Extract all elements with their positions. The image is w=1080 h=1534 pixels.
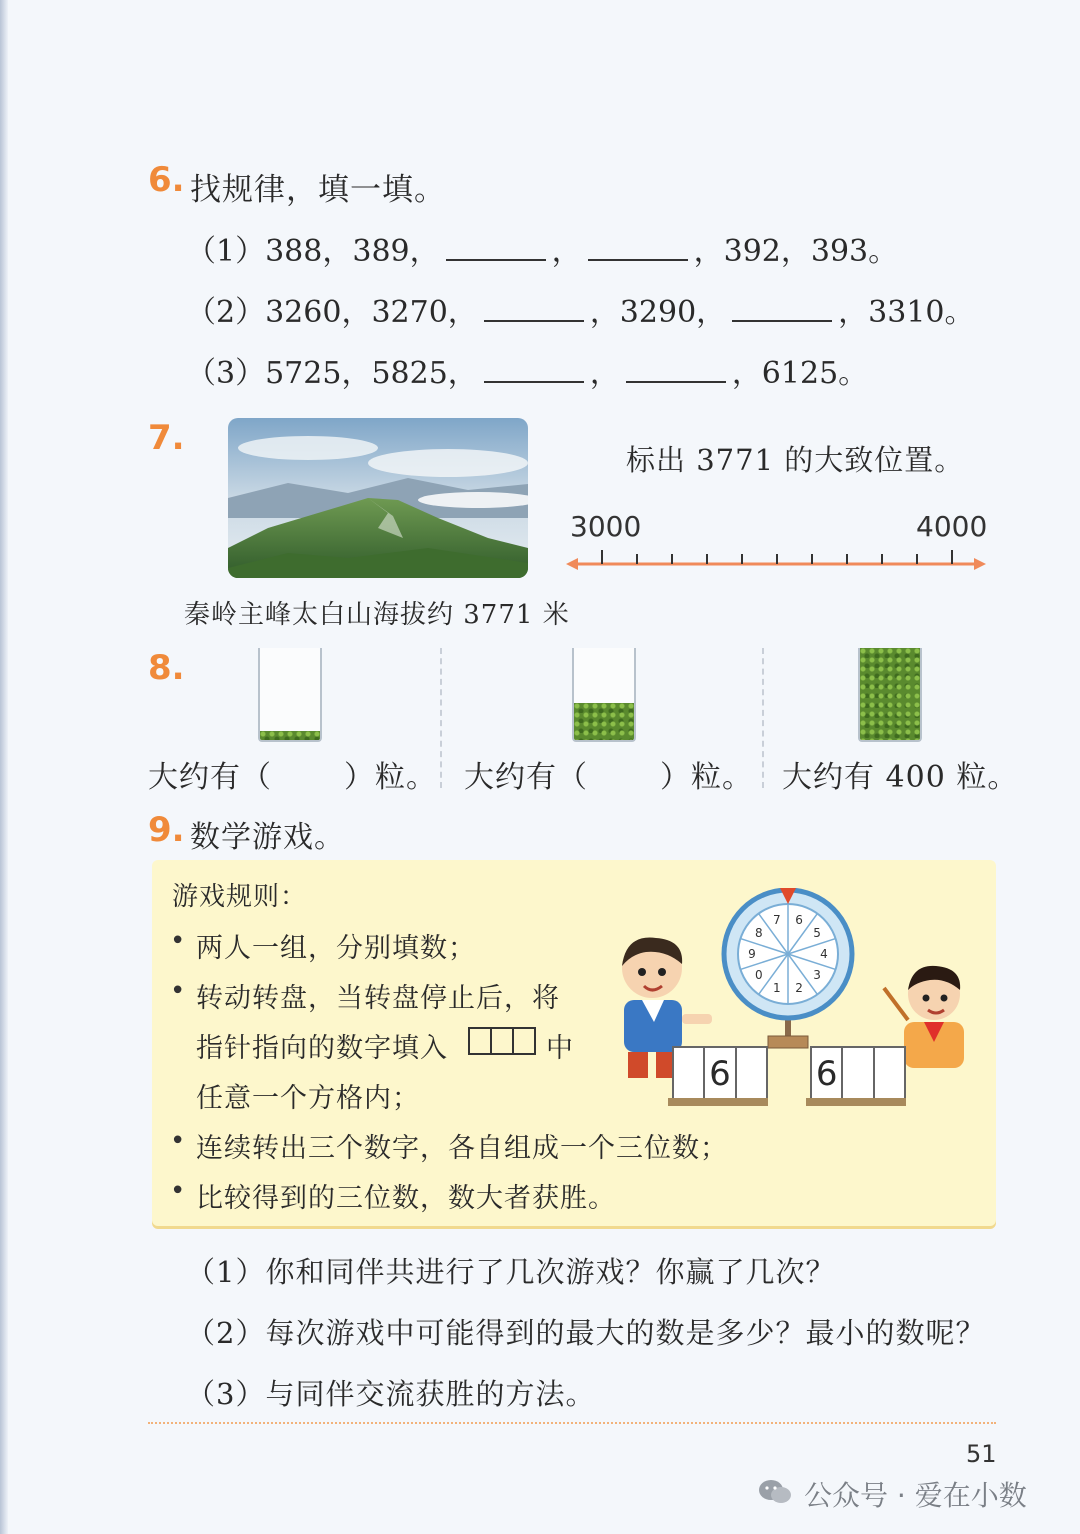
item-tail: ，3310。	[838, 295, 975, 330]
rule-4: 比较得到的三位数，数大者获胜。	[196, 1183, 616, 1214]
page-number: 51	[966, 1440, 997, 1468]
beans	[574, 703, 634, 740]
divider	[762, 648, 764, 788]
divider	[440, 648, 442, 788]
spinner-wheel[interactable]	[718, 888, 858, 1050]
bullet-icon: •	[170, 976, 186, 1006]
rules-title: 游戏规则：	[172, 882, 308, 912]
answer-blank[interactable]	[484, 294, 584, 322]
jar-2-answer	[464, 752, 753, 796]
item-value: 389，	[352, 234, 440, 269]
q6-title: 找规律，填一填。	[190, 172, 446, 208]
bean-jar-2	[572, 648, 636, 742]
q9-title: 数学游戏。	[190, 820, 345, 855]
wheel-number: 9	[748, 947, 756, 961]
bullet-icon: •	[170, 1126, 186, 1156]
wheel-number: 3	[813, 968, 821, 983]
item-label: （1）	[186, 234, 266, 269]
bean-jar-3	[858, 648, 922, 742]
item-value: 388，	[265, 234, 353, 269]
answer-blank[interactable]	[732, 294, 832, 322]
beans	[260, 731, 320, 740]
wechat-icon	[758, 1478, 792, 1506]
item-tail: ，392，393。	[693, 234, 899, 269]
item-sep: ，3290，	[589, 295, 727, 330]
number-line-start-label: 3000	[570, 510, 642, 543]
answer-blank[interactable]	[446, 233, 546, 261]
rule-2-end: 任意一个方格内；	[196, 1083, 420, 1114]
card-right	[810, 1046, 906, 1102]
item-value: 3260，	[265, 295, 372, 330]
page-edge	[0, 0, 8, 1534]
mountain-photo	[228, 418, 528, 578]
q8-number: 8.	[148, 648, 185, 688]
answer-prefix: 大约有（	[148, 760, 272, 795]
q9-question-1: （1）你和同伴共进行了几次游戏？你赢了几次？	[186, 1255, 836, 1289]
wheel-number: 7	[773, 912, 781, 927]
three-box-icon	[468, 1027, 536, 1055]
item-value: 5725，	[265, 356, 372, 391]
q7-instruction: 标出 3771 的大致位置。	[626, 443, 965, 477]
rule-2-cont: 指针指向的数字填入	[196, 1033, 448, 1064]
jar-1-answer	[148, 752, 437, 796]
q9-question-3: （3）与同伴交流获胜的方法。	[186, 1377, 596, 1411]
rule-2-tail: 中	[546, 1033, 574, 1064]
rule-2: 转动转盘，当转盘停止后，将	[196, 983, 560, 1014]
q6-item-3	[186, 348, 868, 392]
rule-1: 两人一组，分别填数；	[196, 933, 476, 964]
answer-blank[interactable]	[588, 233, 688, 261]
card-stand	[806, 1098, 906, 1106]
q6-item-1	[186, 226, 898, 270]
item-sep: ，	[551, 234, 582, 269]
card-digit: 6	[705, 1048, 736, 1100]
bullet-icon: •	[170, 1176, 186, 1206]
card-left	[672, 1046, 768, 1102]
item-label: （2）	[186, 295, 266, 330]
q7-caption: 秦岭主峰太白山海拔约 3771 米	[184, 600, 570, 630]
item-tail: ，6125。	[731, 356, 869, 391]
number-line[interactable]	[566, 548, 986, 574]
answer-prefix: 大约有（	[464, 760, 588, 795]
watermark-text: 公众号 · 爱在小数	[804, 1479, 1027, 1512]
q9-question-2: （2）每次游戏中可能得到的最大的数是多少？最小的数呢？	[186, 1316, 986, 1350]
q6-number: 6.	[148, 160, 185, 200]
rule-3: 连续转出三个数字，各自组成一个三位数；	[196, 1133, 728, 1164]
card-stand	[668, 1098, 768, 1106]
bullet-icon: •	[170, 926, 186, 956]
wheel-number: 1	[773, 981, 781, 996]
jar-3-label: 大约有 400 粒。	[782, 760, 1019, 795]
answer-suffix: ）粒。	[660, 760, 753, 795]
number-line-end-label: 4000	[916, 510, 988, 543]
bean-jar-1	[258, 648, 322, 742]
item-value: 3270，	[371, 295, 478, 330]
wheel-number: 4	[820, 947, 828, 961]
answer-blank[interactable]	[626, 355, 726, 383]
answer-blank[interactable]	[484, 355, 584, 383]
wheel-number: 8	[755, 925, 763, 940]
wheel-number: 0	[755, 968, 763, 983]
item-sep: ，	[589, 356, 620, 391]
wheel-number: 2	[795, 981, 803, 996]
footer-divider	[148, 1422, 996, 1424]
q6-item-2	[186, 287, 975, 331]
item-label: （3）	[186, 356, 266, 391]
q9-number: 9.	[148, 810, 185, 850]
wheel-number: 6	[795, 912, 803, 927]
beans	[860, 648, 920, 740]
wheel-number: 5	[813, 925, 821, 940]
q7-number: 7.	[148, 418, 185, 458]
item-value: 5825，	[371, 356, 478, 391]
answer-suffix: ）粒。	[344, 760, 437, 795]
card-digit: 6	[812, 1048, 843, 1100]
